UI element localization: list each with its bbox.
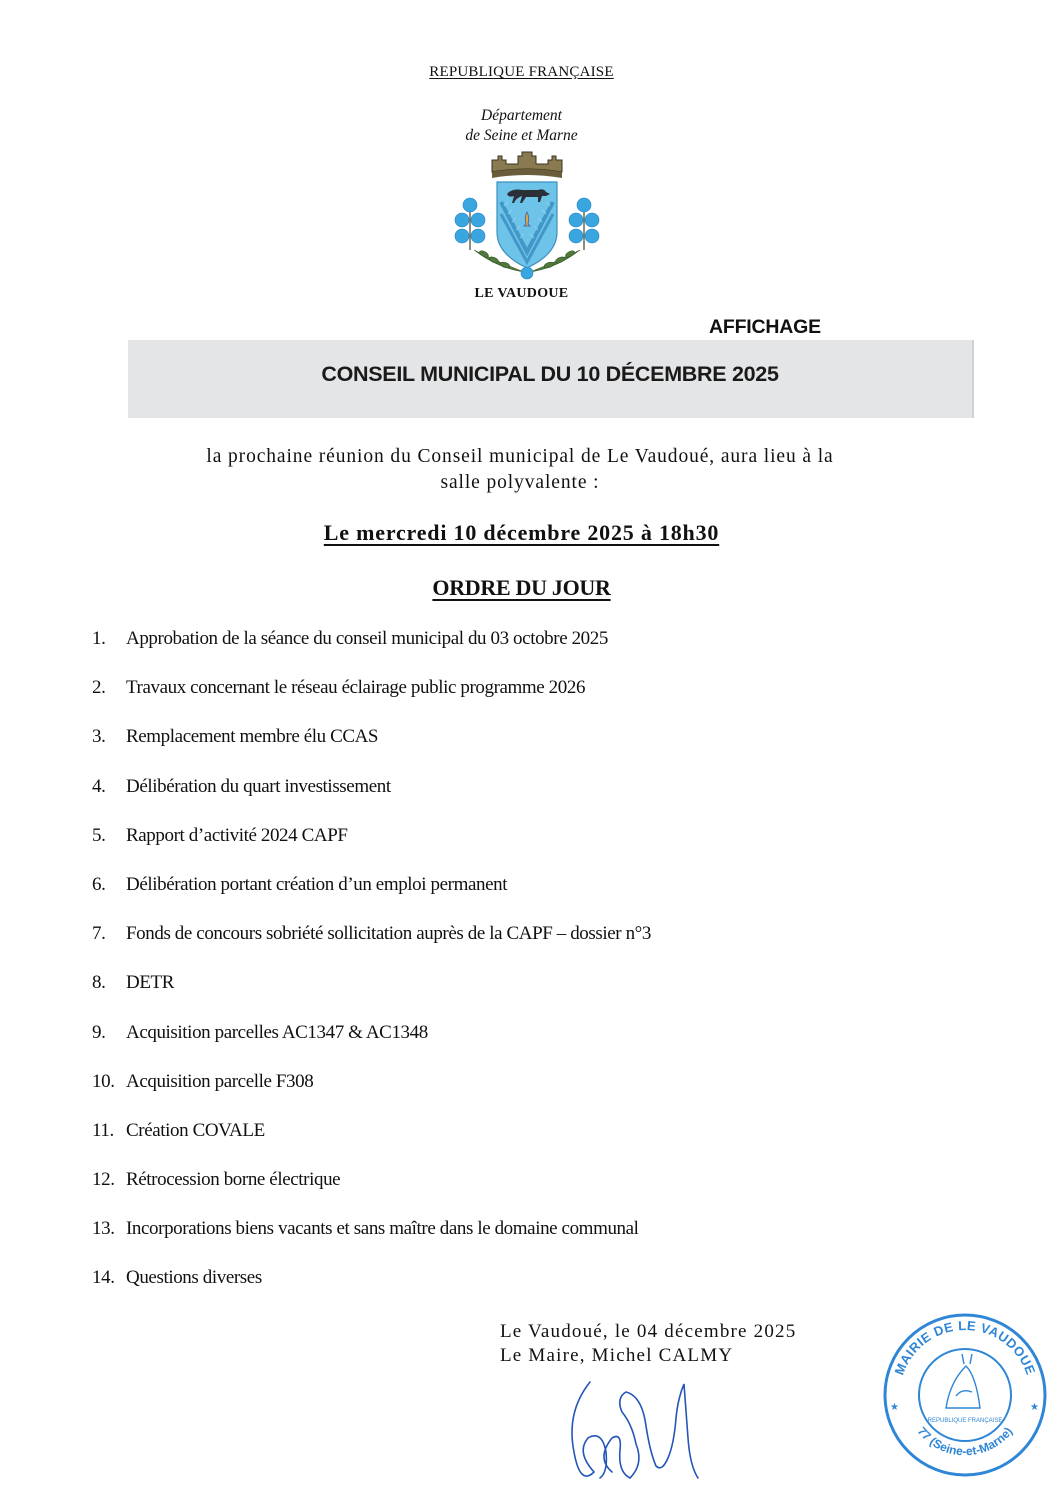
agenda-item-number: 8. xyxy=(92,972,106,994)
agenda-item-text: Incorporations biens vacants et sans maître dans le domaine communal xyxy=(126,1218,639,1240)
agenda-item-number: 3. xyxy=(92,726,106,748)
departement-line-2: de Seine et Marne xyxy=(465,127,578,144)
agenda-item-text: Travaux concernant le réseau éclairage public programme 2026 xyxy=(126,677,586,699)
agenda-item-text: Création COVALE xyxy=(126,1119,265,1141)
agenda-item xyxy=(92,1169,912,1218)
agenda-item xyxy=(92,874,912,923)
agenda-item-text: Rétrocession borne électrique xyxy=(126,1169,341,1191)
agenda-item-number: 4. xyxy=(92,775,106,797)
marianne-emblem-icon xyxy=(946,1354,980,1408)
agenda-item xyxy=(92,1218,912,1267)
signature-signer: Le Maire, Michel CALMY xyxy=(500,1345,734,1366)
republique-francaise-heading: REPUBLIQUE FRANÇAISE xyxy=(429,64,614,80)
agenda-item xyxy=(92,1120,912,1169)
stamp-star-right: ★ xyxy=(1030,1402,1039,1413)
departement-label xyxy=(0,106,1043,146)
agenda-item-number: 2. xyxy=(92,677,106,699)
official-stamp-icon xyxy=(880,1310,1050,1480)
agenda-item xyxy=(92,972,912,1021)
agenda-item-number: 7. xyxy=(92,923,106,945)
agenda-list xyxy=(92,628,912,1317)
banner-title: CONSEIL MUNICIPAL DU 10 DÉCEMBRE 2025 xyxy=(321,362,779,386)
agenda-item-number: 6. xyxy=(92,873,106,895)
coat-of-arms-icon xyxy=(452,150,602,280)
stamp-star-left: ★ xyxy=(890,1402,899,1413)
agenda-title-text: ORDRE DU JOUR xyxy=(432,575,611,600)
agenda-item-text: Remplacement membre élu CCAS xyxy=(126,726,379,748)
agenda-item-number: 13. xyxy=(92,1218,115,1240)
agenda-item-number: 10. xyxy=(92,1070,115,1092)
agenda-item-number: 14. xyxy=(92,1267,115,1289)
agenda-item xyxy=(92,825,912,874)
agenda-item xyxy=(92,1267,912,1316)
intro-line-1: la prochaine réunion du Conseil municipal de Le Vaudoué, aura lieu à la xyxy=(206,446,834,467)
intro-paragraph xyxy=(130,444,910,496)
stamp-bottom-text: 77 (Seine-et-Marne) xyxy=(914,1424,1016,1459)
agenda-item xyxy=(92,677,912,726)
agenda-item-number: 12. xyxy=(92,1169,115,1191)
agenda-item-text: Rapport d’activité 2024 CAPF xyxy=(126,824,348,846)
signature-place-date: Le Vaudoué, le 04 décembre 2025 xyxy=(500,1321,797,1342)
agenda-item xyxy=(92,1071,912,1120)
agenda-item-text: Approbation de la séance du conseil municipal du 03 octobre 2025 xyxy=(126,628,608,649)
svg-text:MAIRIE DE LE VAUDOUE xyxy=(892,1318,1039,1377)
commune-name: LE VAUDOUE xyxy=(474,286,569,301)
meeting-date-text: Le mercredi 10 décembre 2025 à 18h30 xyxy=(323,520,720,545)
agenda-item-text: Délibération du quart investissement xyxy=(126,775,391,797)
crown-icon xyxy=(492,152,562,178)
agenda-item-text: Acquisition parcelle F308 xyxy=(126,1070,314,1092)
agenda-item-number: 11. xyxy=(92,1119,114,1141)
agenda-item-text: Délibération portant création d’un emploi permanent xyxy=(126,873,508,895)
stamp-top-text: MAIRIE DE LE VAUDOUE xyxy=(891,1317,1039,1377)
agenda-item-number: 1. xyxy=(92,628,106,649)
agenda-item-text: DETR xyxy=(126,972,175,994)
affichage-label: AFFICHAGE xyxy=(709,316,821,338)
agenda-title xyxy=(0,575,1043,601)
agenda-item xyxy=(92,776,912,825)
agenda-item xyxy=(92,628,912,677)
intro-line-2: salle polyvalente : xyxy=(440,472,600,493)
agenda-item-text: Fonds de concours sobriété sollicitation auprès de la CAPF – dossier n°3 xyxy=(126,923,651,945)
departement-line-1: Département xyxy=(481,107,562,124)
handwritten-signature-icon xyxy=(560,1372,760,1490)
signature-block xyxy=(500,1320,796,1368)
agenda-item xyxy=(92,1022,912,1071)
agenda-item xyxy=(92,923,912,972)
agenda-item xyxy=(92,726,912,775)
agenda-item-text: Questions diverses xyxy=(126,1267,262,1289)
agenda-item-number: 5. xyxy=(92,824,106,846)
agenda-item-text: Acquisition parcelles AC1347 & AC1348 xyxy=(126,1021,428,1043)
stamp-center-text: REPUBLIQUE FRANÇAISE xyxy=(927,1418,1003,1424)
meeting-date xyxy=(0,520,1043,546)
agenda-item-number: 9. xyxy=(92,1021,106,1043)
